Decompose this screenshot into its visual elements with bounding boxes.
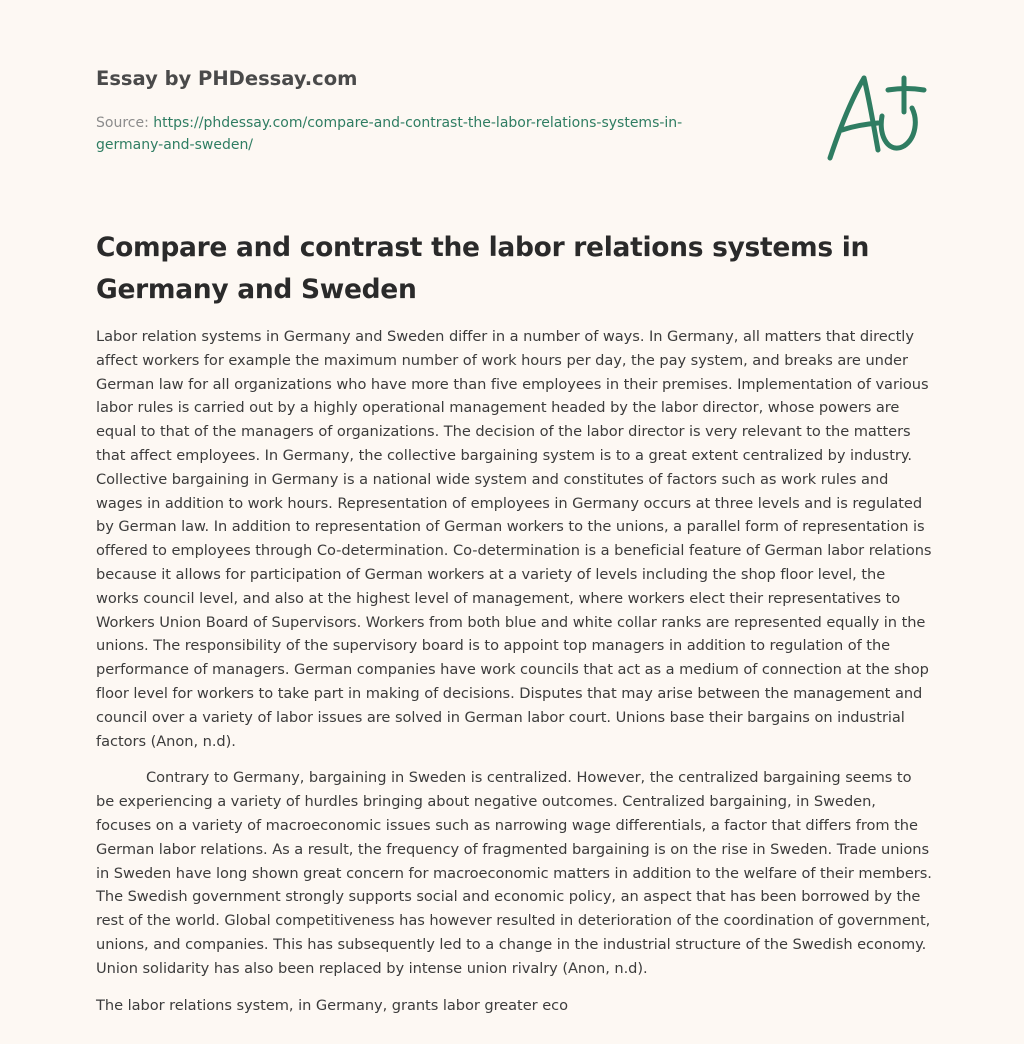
site-title: Essay by PHDessay.com	[96, 67, 358, 90]
essay-paragraph-2: Contrary to Germany, bargaining in Sweden is centralized. However, the centralized bargaining seems to be experiencing a variety of hurdles bringing about negative outcomes. Centralized bargaining, in Sweden, focuses on a variety of macroeconomic issues such as narrowing wage differentials, a factor that differs from the German labor relations. As a result, the frequency of fragmented bargaining is on the rise in Sweden. Trade unions in Sweden have long shown great concern for macroeconomic matters in addition to the welfare of their members. The Swedish government strongly supports social and economic policy, an aspect that has been borrowed by the rest of the world. Global competitiveness has however resulted in deterioration of the coordination of government, unions, and companies. This has subsequently led to a change in the industrial structure of the Swedish economy. Union solidarity has also been replaced by intense union rivalry (Anon, n.d).	[96, 769, 932, 977]
essay-title: Compare and contrast the labor relations systems in Germany and Sweden	[96, 232, 870, 305]
essay-paragraph-3: The labor relations system, in Germany, grants labor greater eco	[96, 996, 568, 1014]
a-plus-logo-icon	[820, 68, 930, 164]
source-link[interactable]: https://phdessay.com/compare-and-contrast-the-labor-relations-systems-in-germany-and-sweden/	[96, 115, 683, 153]
source-label: Source:	[96, 115, 149, 131]
essay-body	[96, 325, 932, 1030]
source-line	[96, 112, 736, 156]
essay-paragraph-1: Labor relation systems in Germany and Sweden differ in a number of ways. In Germany, all matters that directly affect workers for example the maximum number of work hours per day, the pay system, and breaks are under German law for all organizations who have more than five employees in their premises. Implementation of various labor rules is carried out by a highly operational management headed by the labor director, whose powers are equal to that of the managers of organizations. The decision of the labor director is very relevant to the matters that affect employees. In Germany, the collective bargaining system is to a great extent centralized by industry. Collective bargaining in Germany is a national wide system and constitutes of factors such as work rules and wages in addition to work hours. Representation of employees in Germany occurs at three levels and is regulated by German law. In addition to representation of German workers to the unions, a parallel form of representation is offered to employees through Co-determination. Co-determination is a beneficial feature of German labor relations because it allows for participation of German workers at a variety of levels including the shop floor level, the works council level, and also at the highest level of management, where workers elect their representatives to Workers Union Board of Supervisors. Workers from both blue and white collar ranks are represented equally in the unions. The responsibility of the supervisory board is to appoint top managers in addition to regulation of the performance of managers. German companies have work councils that act as a medium of connection at the shop floor level for workers to take part in making of decisions. Disputes that may arise between the management and council over a variety of labor issues are solved in German labor court. Unions base their bargains on industrial factors (Anon, n.d).	[96, 328, 932, 750]
